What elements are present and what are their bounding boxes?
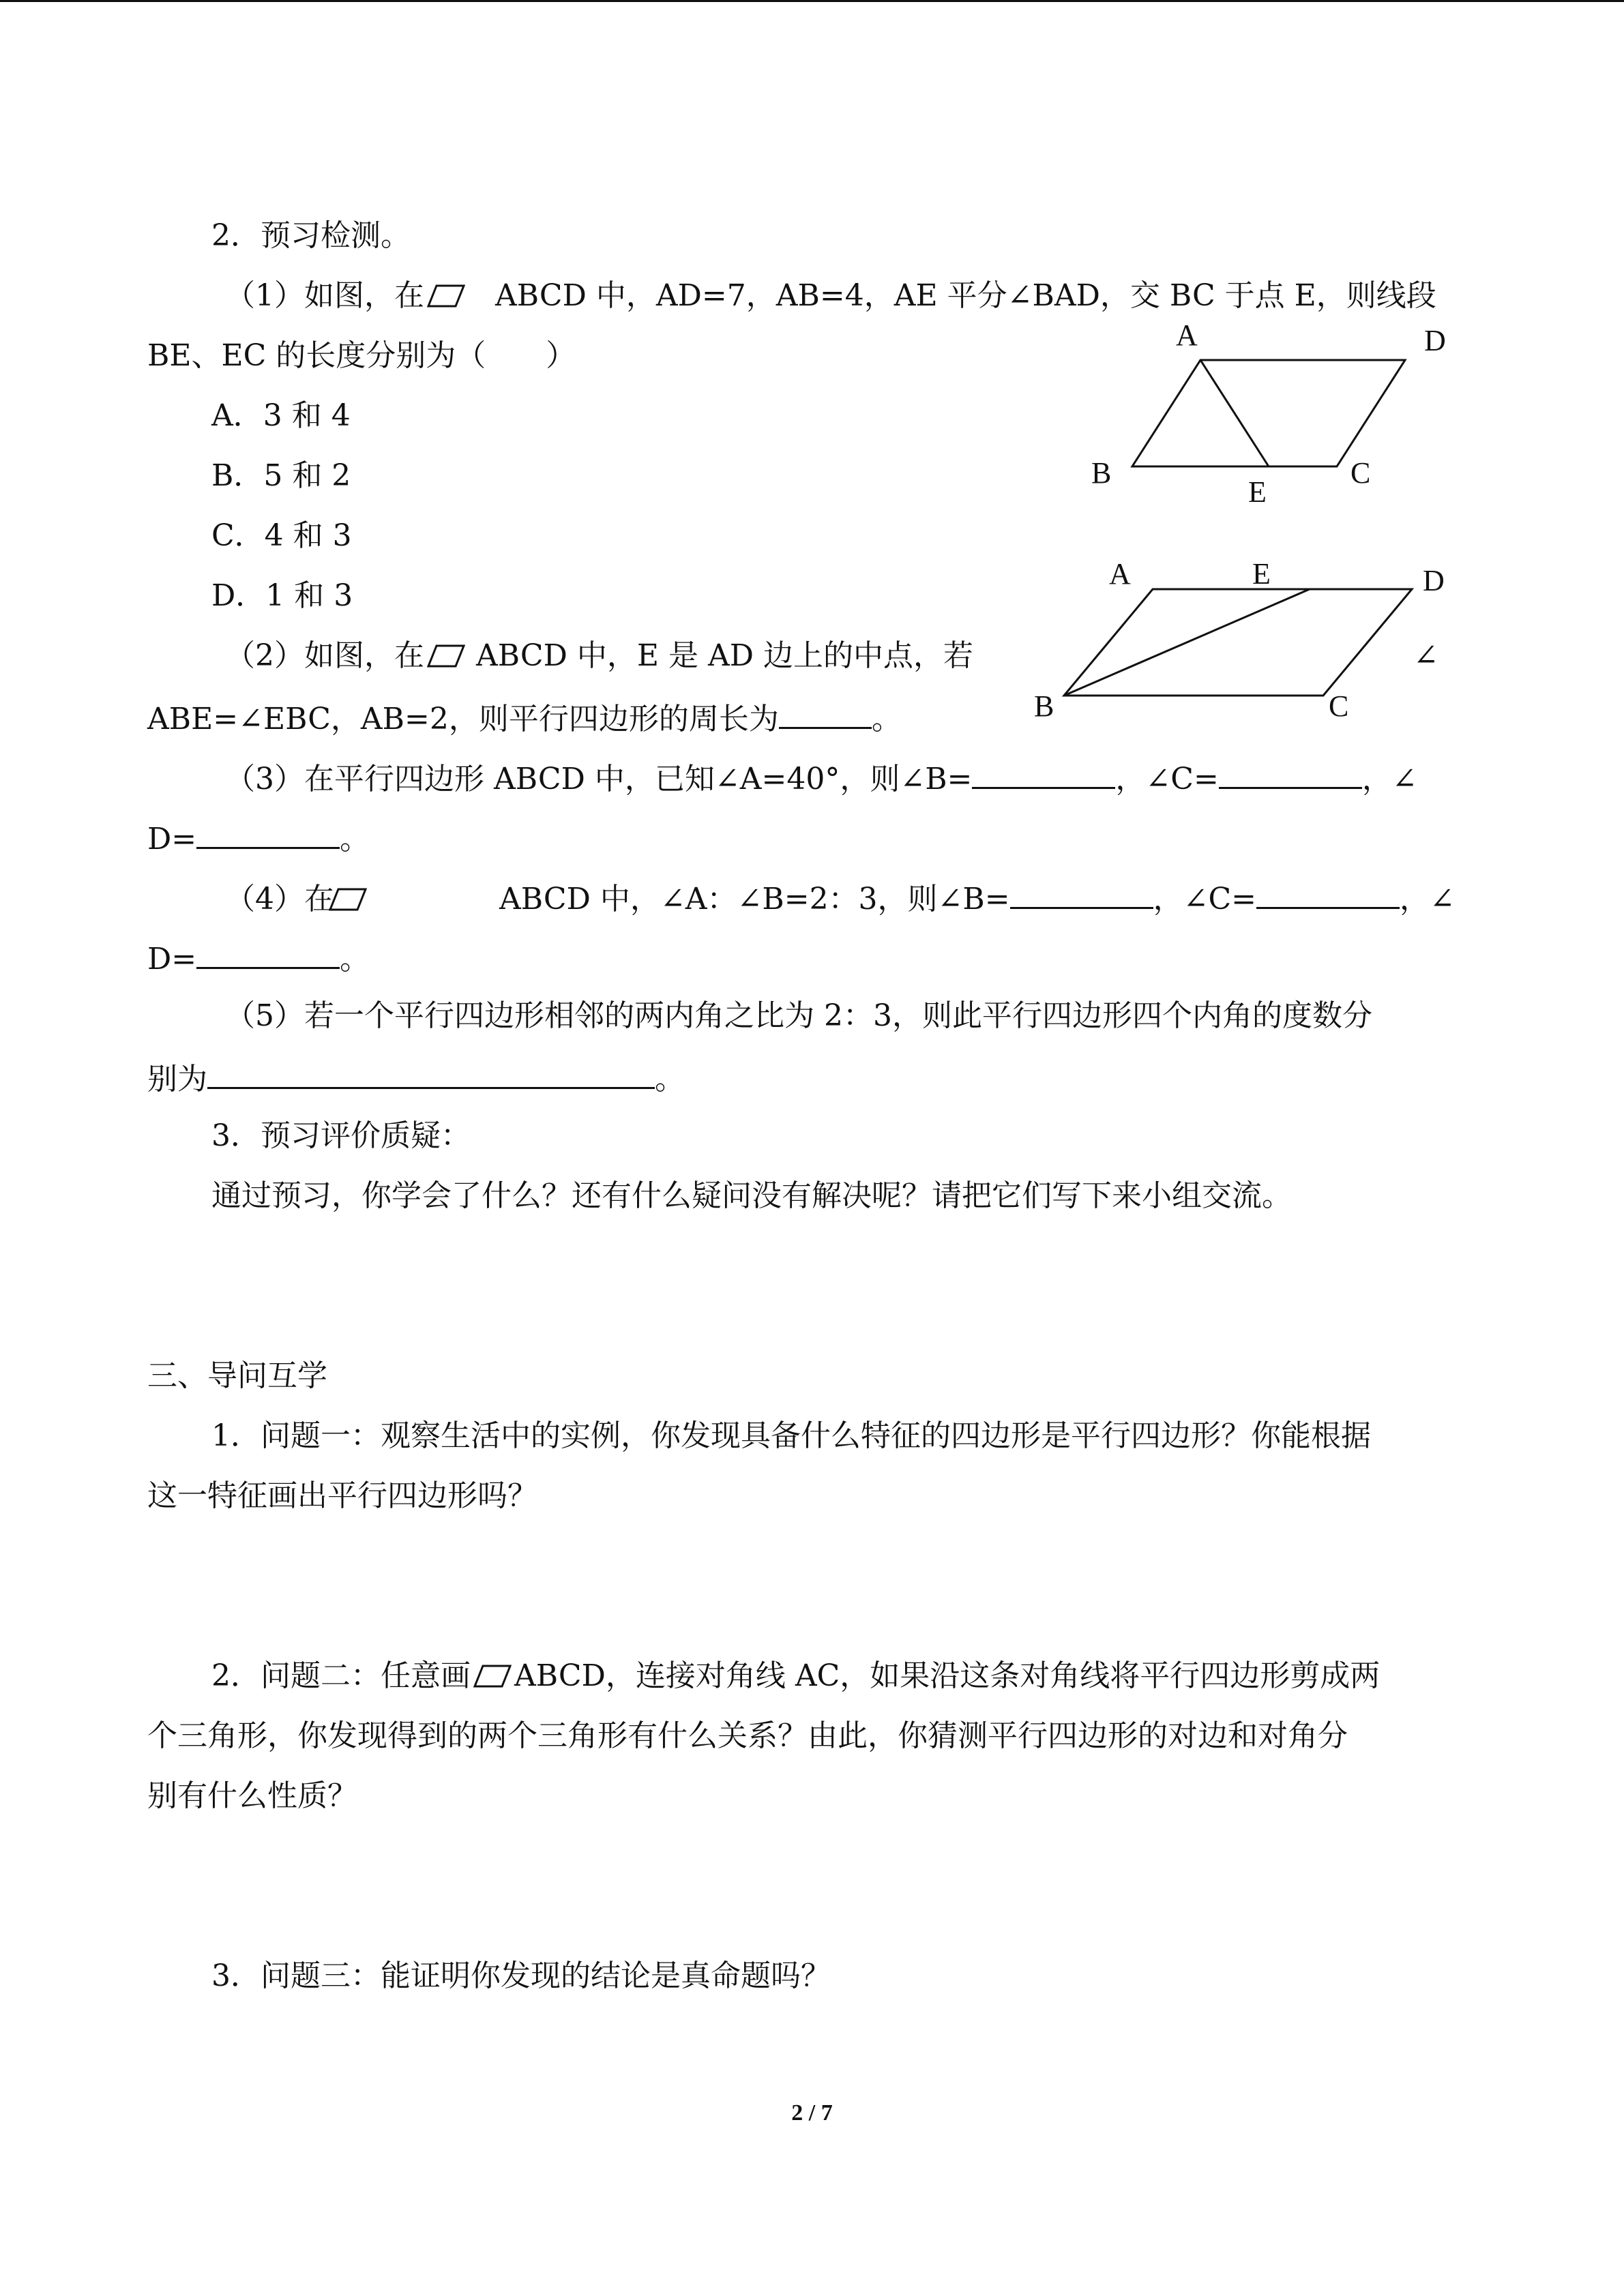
q1-option-a: A．3 和 4 bbox=[211, 398, 351, 433]
q4-line1: （4）在 ABCD 中，∠A：∠B=2：3，则∠B= ，∠C= ，∠ bbox=[225, 876, 1455, 920]
problem2-line2: 个三角形，你发现得到的两个三角形有什么关系？由此，你猜测平行四边形的对边和对角分 bbox=[147, 1718, 1348, 1753]
figure2-shape bbox=[1064, 589, 1412, 696]
q4-blank-b[interactable] bbox=[1010, 876, 1153, 909]
figure2-label-b: B bbox=[1034, 689, 1054, 723]
figure2-label-c: C bbox=[1329, 689, 1349, 723]
figure1-label-a: A bbox=[1176, 320, 1198, 352]
q4-blank-c[interactable] bbox=[1256, 876, 1400, 909]
figure2-parallelogram bbox=[1023, 552, 1473, 736]
q2-line2: ABE=∠EBC，AB=2，则平行四边形的周长为 。 bbox=[147, 696, 902, 740]
q3-line1: （3）在平行四边形 ABCD 中，已知∠A=40°，则∠B= ，∠C= ，∠ bbox=[225, 756, 1417, 800]
q5-line1: （5）若一个平行四边形相邻的两内角之比为 2：3，则此平行四边形四个内角的度数分 bbox=[225, 998, 1372, 1033]
parallelogram-symbol-icon bbox=[329, 887, 367, 912]
figure1-parallelogram bbox=[1078, 320, 1460, 518]
heading-preview-check: 2．预习检测。 bbox=[211, 218, 411, 253]
q3-blank-c[interactable] bbox=[1219, 756, 1362, 789]
figure2-label-d: D bbox=[1423, 564, 1445, 597]
q4-line2: D= 。 bbox=[147, 936, 370, 980]
parallelogram-symbol-icon bbox=[427, 644, 465, 668]
heading-section-three: 三、导问互学 bbox=[147, 1358, 327, 1393]
figure2-segment-be bbox=[1064, 589, 1310, 696]
figure2-label-e: E bbox=[1252, 557, 1271, 591]
problem3: 3．问题三：能证明你发现的结论是真命题吗？ bbox=[211, 1958, 831, 1993]
top-border bbox=[0, 0, 1624, 2]
figure1-label-b: B bbox=[1091, 456, 1112, 490]
figure2-label-a: A bbox=[1109, 557, 1131, 591]
figure1-shape bbox=[1132, 360, 1405, 466]
q1-line1: （1）如图，在 ABCD 中，AD=7，AB=4，AE 平分∠BAD，交 BC 于点 E，则线段 bbox=[225, 278, 1436, 313]
page-number: 2 / 7 bbox=[791, 2100, 833, 2126]
preview-eval-body: 通过预习，你学会了什么？还有什么疑问没有解决呢？请把它们写下来小组交流。 bbox=[211, 1178, 1292, 1213]
figure1-label-e: E bbox=[1248, 475, 1267, 509]
q2-answer-blank[interactable] bbox=[779, 696, 872, 729]
q1-line2: BE、EC 的长度分别为（ ） bbox=[147, 338, 576, 373]
q5-answer-blank[interactable] bbox=[207, 1056, 655, 1089]
q2-line1-tail: ∠ bbox=[1413, 638, 1438, 673]
q3-blank-b[interactable] bbox=[972, 756, 1115, 789]
q1-option-c: C．4 和 3 bbox=[211, 518, 352, 553]
figure1-label-d: D bbox=[1424, 324, 1446, 357]
figure1-label-c: C bbox=[1350, 456, 1371, 490]
q1-option-b: B．5 和 2 bbox=[211, 458, 351, 493]
problem1-line1: 1．问题一：观察生活中的实例，你发现具备什么特征的四边形是平行四边形？你能根据 bbox=[211, 1418, 1371, 1453]
figure1-segment-ae bbox=[1200, 360, 1269, 466]
problem2-line3: 别有什么性质？ bbox=[147, 1778, 357, 1813]
q3-line2: D= 。 bbox=[147, 816, 370, 860]
q1-option-d: D．1 和 3 bbox=[211, 578, 353, 613]
parallelogram-symbol-icon bbox=[473, 1664, 512, 1688]
q2-line1: （2）如图，在 ABCD 中，E 是 AD 边上的中点，若 bbox=[225, 638, 973, 673]
q5-line2: 别为 。 bbox=[147, 1056, 685, 1100]
heading-preview-eval: 3．预习评价质疑： bbox=[211, 1118, 471, 1153]
parallelogram-symbol-icon bbox=[427, 284, 465, 308]
problem2-line1: 2．问题二：任意画 ABCD，连接对角线 AC，如果沿这条对角线将平行四边形剪成两 bbox=[211, 1658, 1381, 1693]
q3-blank-d[interactable] bbox=[196, 816, 340, 849]
q4-blank-d[interactable] bbox=[196, 936, 340, 969]
problem1-line2: 这一特征画出平行四边形吗？ bbox=[147, 1478, 537, 1513]
